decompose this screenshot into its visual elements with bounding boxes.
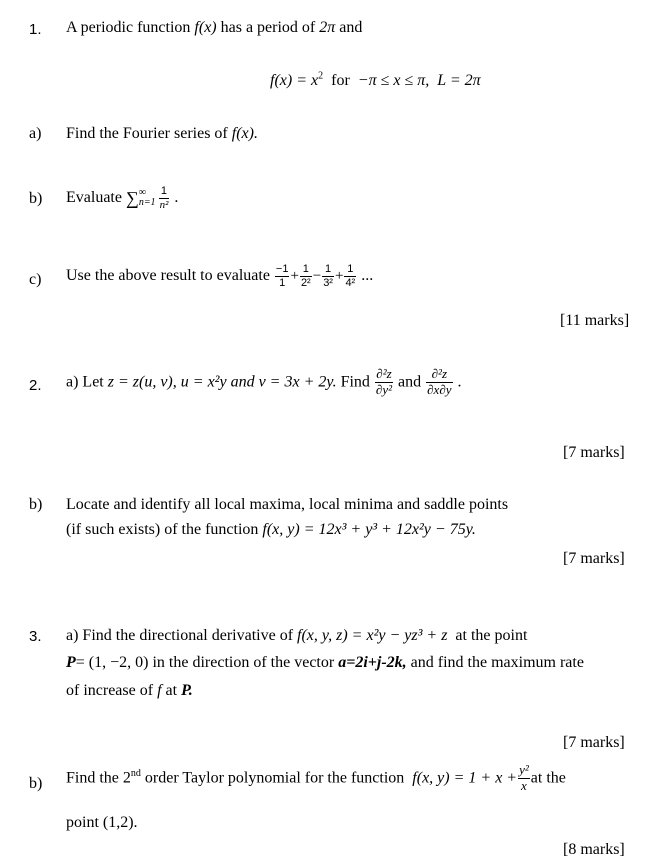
q3b-sup: nd: [130, 768, 141, 780]
q1c-label: c): [29, 271, 42, 288]
q2a-u: u = x²y and v = 3x + 2y.: [180, 373, 337, 391]
q1c-line: [66, 263, 373, 289]
q3b-text2: order Taylor polynomial for the function: [144, 769, 405, 787]
q3a-func: f(x, y, z) = x²y − yz³ + z: [297, 627, 448, 644]
q3b-marks: [8 marks]: [563, 841, 625, 858]
q3a-line2: [66, 655, 584, 671]
q2a-end: .: [457, 373, 462, 391]
q1c-term-num: 1: [344, 263, 356, 277]
q3b-frac-den: x: [521, 777, 527, 793]
q1b-sum-top: ∞: [138, 187, 146, 199]
q1-def-for: for: [331, 72, 350, 89]
q2a-find: Find: [340, 373, 370, 391]
q2b-line1: Locate and identify all local maxima, local minima and saddle points: [66, 496, 509, 513]
q1-marks: [11 marks]: [560, 312, 630, 329]
q3b-frac-num: y²: [519, 762, 529, 777]
q3b-func: f(x, y) = 1 + x +: [412, 769, 518, 787]
q1c-term-num: 1: [300, 263, 312, 277]
q1-and: and: [339, 19, 363, 36]
q1-definition: [270, 70, 481, 89]
q1c-term-num: −1: [275, 263, 289, 275]
q1b-line: [66, 185, 178, 211]
q3a-line1-text: a) Find the directional derivative of: [66, 627, 294, 644]
q1-def-exp: 2: [318, 70, 324, 82]
q1c-operator: −: [312, 267, 322, 284]
q1c-term-den: 4²: [345, 276, 356, 289]
q2a-marks: [7 marks]: [563, 444, 625, 461]
q1b-label: b): [29, 190, 43, 207]
q3a-point-P: P: [66, 654, 76, 671]
q2b-line2: [66, 522, 476, 538]
q2a-frac2-num: ∂²z: [426, 367, 452, 383]
q3a-marks: [7 marks]: [563, 734, 625, 751]
q2b-label: b): [29, 496, 43, 513]
q1b-sum-bottom: n=1: [138, 197, 156, 209]
q1c-term: [322, 263, 334, 289]
q1b-den: n²: [159, 198, 169, 211]
q1b-sum-limits: [139, 188, 156, 208]
q3b-fraction: [518, 763, 530, 794]
q1a-line: [66, 126, 258, 142]
q2b-marks: [7 marks]: [563, 550, 625, 567]
q2a-line: [66, 367, 462, 398]
q1-def-lhs: f(x) = x: [270, 72, 319, 89]
q1b-fraction: [159, 185, 170, 211]
q1-number: 1.: [29, 21, 42, 38]
q3a-at: at the point: [455, 627, 528, 644]
q3a-line1: [66, 628, 527, 644]
q3a-line3: [66, 683, 193, 699]
q3a-point: = (1, −2, 0) in the direction of the vector: [75, 654, 335, 671]
q1b-num: 1: [159, 185, 170, 199]
q2a-frac1-den: ∂y²: [375, 381, 393, 397]
q1c-text: Use the above result to evaluate: [66, 267, 270, 285]
q3a-vector: a=2i+j-2k,: [338, 654, 407, 671]
q2b-func: f(x, y) = 12x³ + y³ + 12x²y − 75y.: [262, 521, 476, 538]
q2b-line2-text: (if such exists) of the function: [66, 521, 259, 538]
q2-number: 2.: [29, 377, 42, 394]
q1c-term-den: 3²: [323, 276, 333, 289]
q1c-series: [274, 263, 357, 289]
q1c-term-num: 1: [322, 263, 334, 277]
q1b-end: .: [174, 189, 179, 207]
q3a-f: f: [157, 682, 162, 699]
q1c-term: [275, 263, 290, 289]
q2a-fraction-1: [375, 367, 393, 398]
q1b-text: Evaluate: [66, 189, 122, 207]
sum-icon: ∑: [125, 187, 139, 208]
q1c-term: [300, 263, 312, 289]
q3b-text3: at the: [530, 769, 566, 787]
q1c-term-den: 2²: [300, 276, 311, 289]
q3b-line1: [66, 763, 566, 794]
q1c-term: [344, 263, 356, 289]
q1a-fx: f(x).: [231, 125, 258, 142]
q2a-frac2-den: ∂x∂y: [427, 381, 452, 397]
q3a-rest: and find the maximum rate: [410, 654, 584, 671]
q3a-P2: P.: [181, 682, 193, 699]
q3b-text1: Find the 2: [66, 769, 131, 787]
q3b-label: b): [29, 775, 43, 792]
q3b-line2: point (1,2).: [66, 814, 138, 831]
q1-intro: A periodic function: [66, 19, 191, 36]
q1c-term-den: 1: [279, 276, 286, 289]
q1-intro-line: [66, 20, 362, 36]
q1-def-range: −π ≤ x ≤ π,: [357, 72, 430, 89]
q1c-operator: +: [290, 267, 299, 284]
q2a-frac1-num: ∂²z: [376, 366, 392, 381]
q2a-intro: a) Let: [66, 373, 104, 391]
q3-number: 3.: [29, 628, 42, 645]
q2a-and: and: [398, 373, 422, 391]
q1-has-period: has a period of: [220, 19, 316, 36]
q3a-at2: at: [165, 682, 178, 699]
q1a-text: Find the Fourier series of: [66, 125, 228, 142]
q1-fx: f(x): [194, 19, 217, 36]
q1a-label: a): [29, 125, 42, 142]
q1c-end: ...: [361, 267, 374, 285]
q1-def-L: L = 2π: [437, 72, 481, 89]
q3a-line3-text: of increase of: [66, 682, 154, 699]
q1c-operator: +: [334, 267, 344, 284]
q1-period: 2π: [319, 19, 336, 36]
q2a-z: z = z(u, v),: [107, 373, 177, 391]
q2a-fraction-2: [426, 367, 452, 398]
